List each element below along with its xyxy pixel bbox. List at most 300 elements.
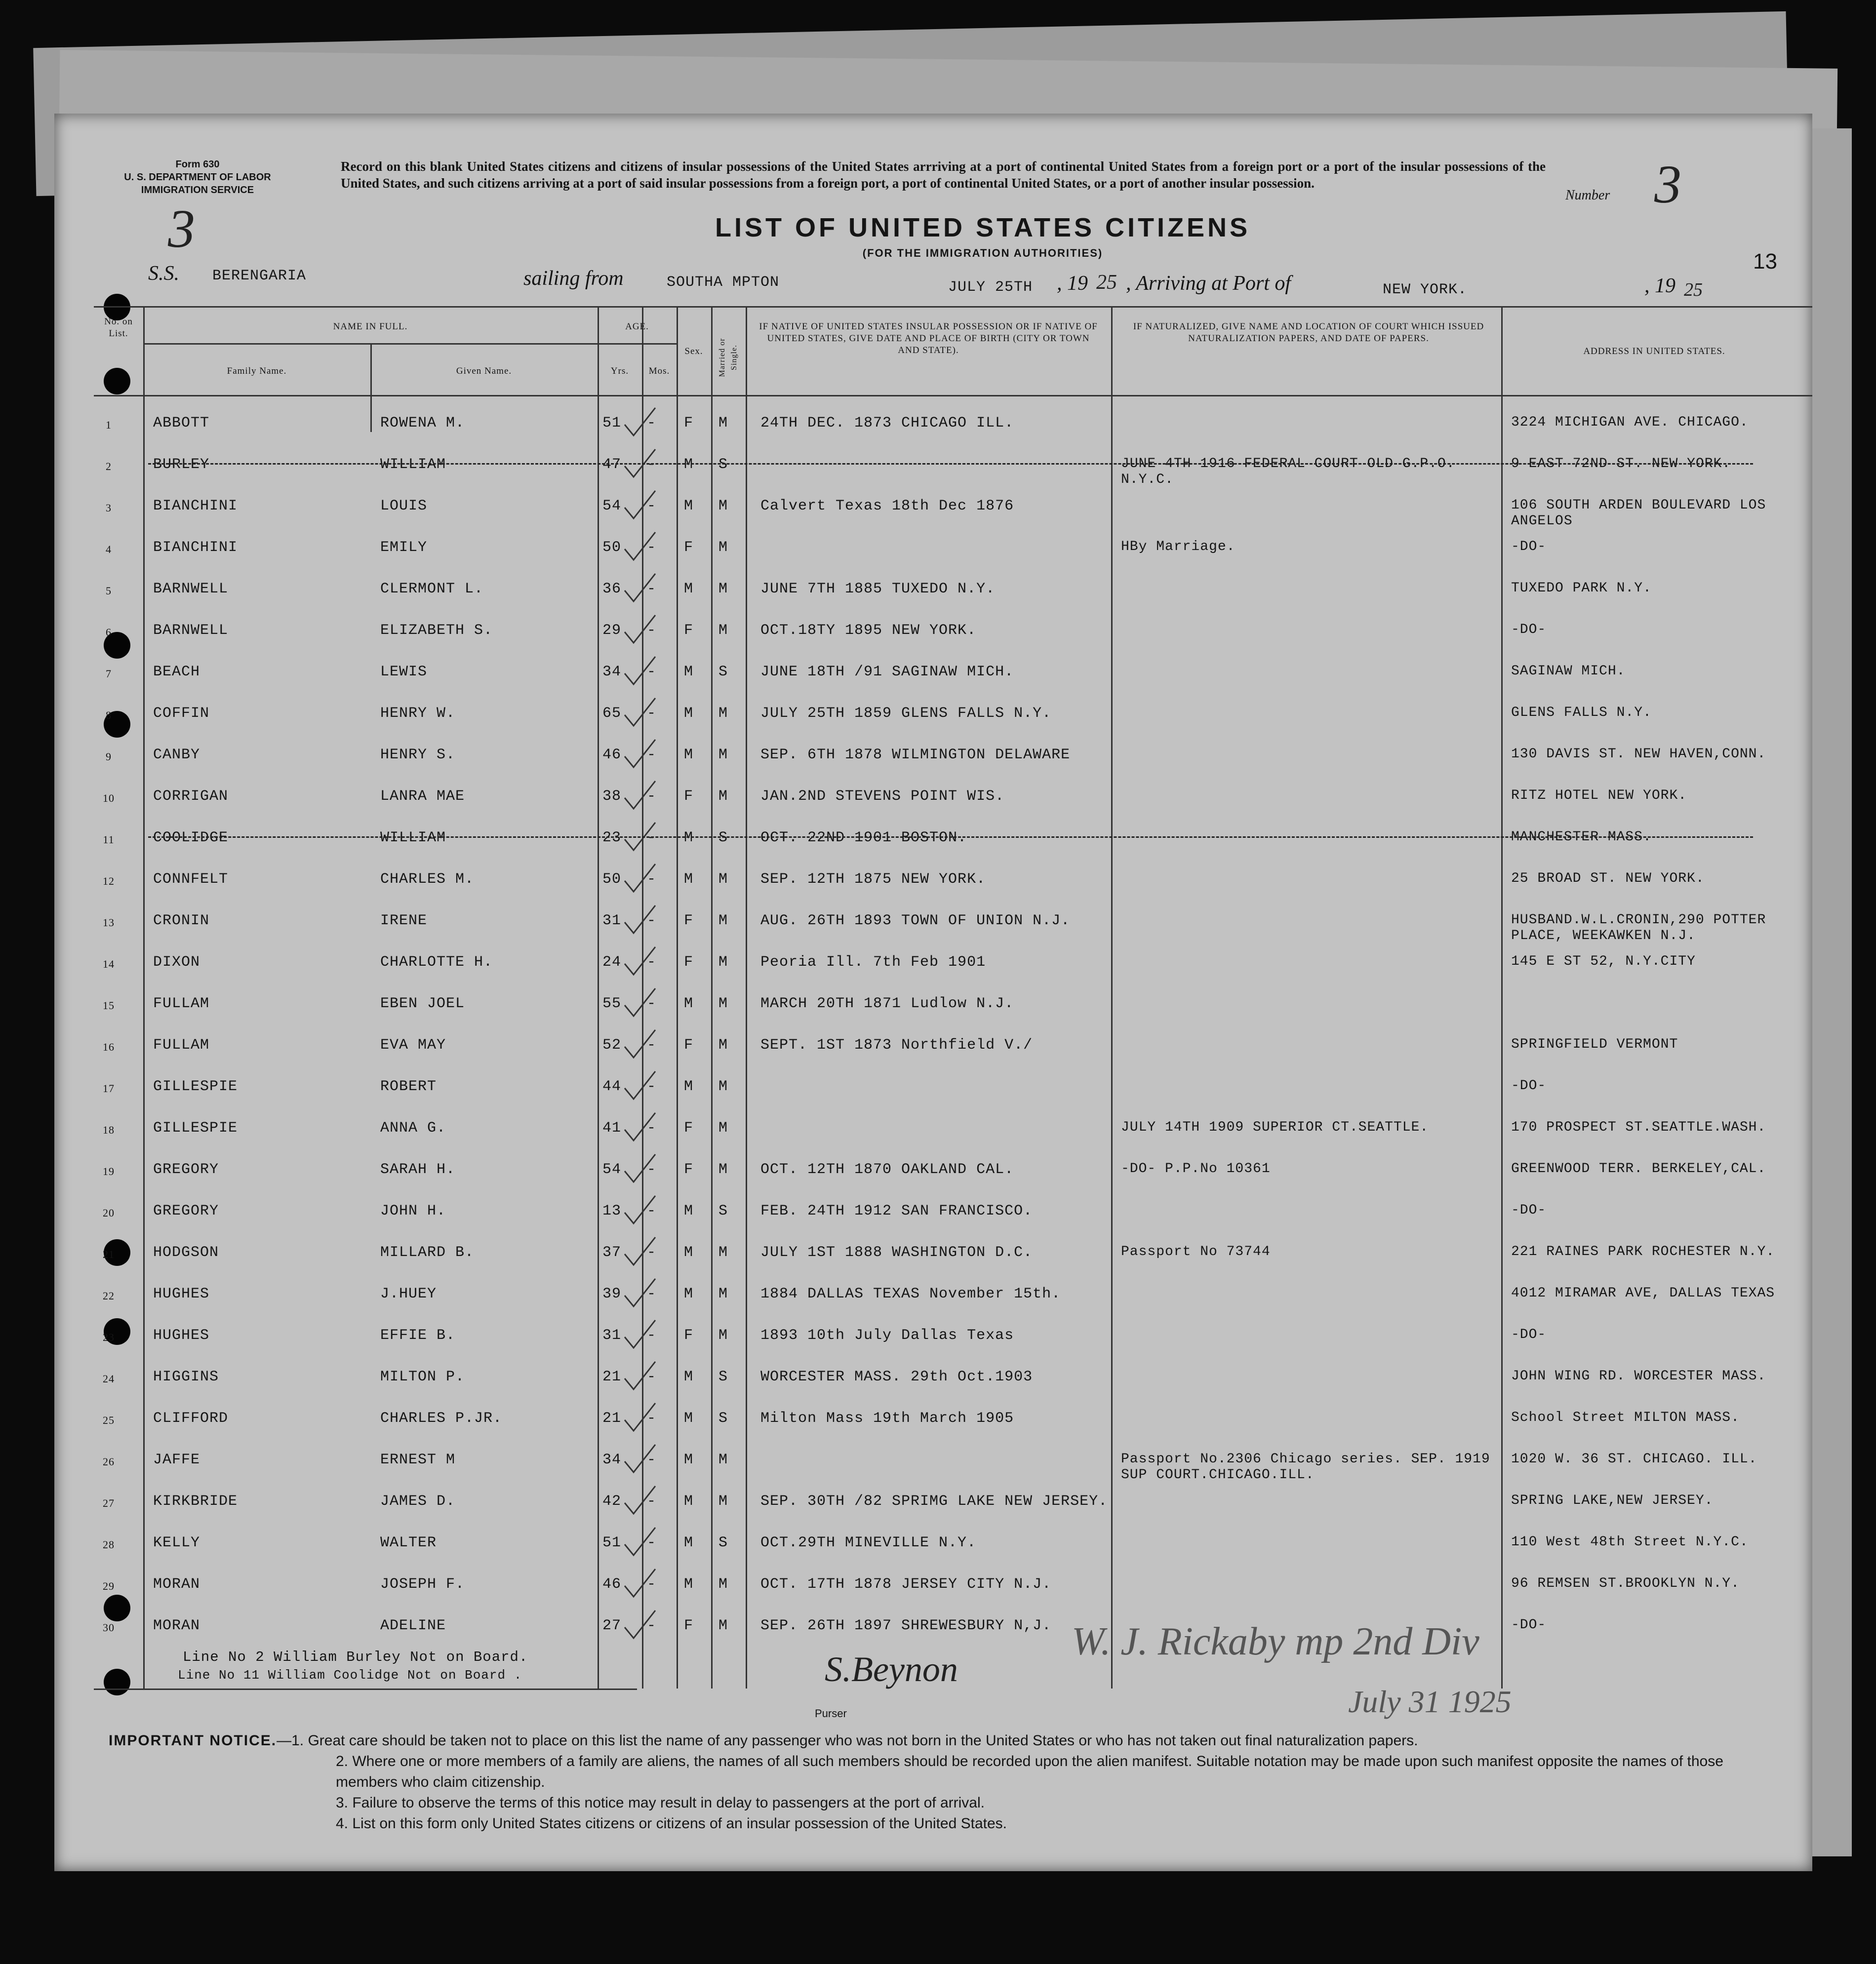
col-header-mos: Mos. <box>648 366 670 376</box>
cell-sex: M <box>684 1203 694 1219</box>
cell-birth: JAN.2ND STEVENS POINT WIS. <box>760 788 1005 805</box>
cell-ms: M <box>718 1327 728 1344</box>
check-mark-icon <box>620 695 659 730</box>
number-label: Number <box>1565 188 1610 203</box>
cell-yrs: 51 <box>602 1534 622 1551</box>
cell-no: 5 <box>106 585 112 597</box>
cell-no: 3 <box>106 502 112 514</box>
cell-birth: OCT. 22ND 1901 BOSTON. <box>760 829 967 846</box>
cell-sex: M <box>684 705 694 722</box>
cell-sex: M <box>684 1452 694 1468</box>
cell-sex: M <box>684 746 694 763</box>
sailing-label: sailing from <box>523 267 624 290</box>
cell-sex: F <box>684 1327 694 1344</box>
cell-ms: S <box>718 829 728 846</box>
col-header-address: ADDRESS IN UNITED STATES. <box>1583 346 1725 356</box>
cell-yrs: 34 <box>602 664 622 680</box>
table-row <box>94 1364 1812 1405</box>
cell-yrs: 46 <box>602 746 622 763</box>
col-header-family: Family Name. <box>227 366 287 376</box>
check-mark-icon <box>620 405 659 439</box>
cell-ms: S <box>718 1534 728 1551</box>
col-header-birth: IF NATIVE OF UNITED STATES INSULAR POSSESSION OR IF NATIVE OF UNITED STATES, GIVE DATE AND PLACE OF BIRTH (CITY OR TOWN AND STATE). <box>759 321 1098 355</box>
table-row <box>94 617 1812 659</box>
cell-yrs: 41 <box>602 1120 622 1137</box>
cell-family: HUGHES <box>153 1327 210 1344</box>
cell-yrs: 21 <box>602 1410 622 1427</box>
cell-birth: SEP. 6TH 1878 WILMINGTON DELAWARE <box>760 746 1071 763</box>
document-subtitle: (FOR THE IMMIGRATION AUTHORITIES) <box>862 247 1103 259</box>
check-mark-icon <box>620 985 659 1020</box>
cell-sex: M <box>684 1244 694 1261</box>
table-row <box>94 1530 1812 1571</box>
cell-birth: Calvert Texas 18th Dec 1876 <box>760 498 1014 514</box>
remark-line-2: Line No 11 William Coolidge Not on Board . <box>178 1668 522 1683</box>
cell-given: MILTON P. <box>380 1369 465 1385</box>
check-mark-icon <box>620 1608 659 1642</box>
cell-addr: 106 SOUTH ARDEN BOULEVARD LOS ANGELOS <box>1511 498 1766 529</box>
cell-given: JOSEPH F. <box>380 1576 465 1593</box>
table-bottom-rule <box>94 1689 637 1690</box>
check-mark-icon <box>620 1483 659 1518</box>
passenger-table <box>94 306 1812 1689</box>
cell-no: 14 <box>103 958 115 970</box>
cell-sex: M <box>684 1286 694 1302</box>
cell-ms: M <box>718 581 728 597</box>
cell-mos: - <box>647 1078 657 1095</box>
cell-birth: OCT. 12TH 1870 OAKLAND CAL. <box>760 1161 1014 1178</box>
table-row <box>94 1447 1812 1488</box>
cell-mos: - <box>647 995 657 1012</box>
cell-birth: JULY 1ST 1888 WASHINGTON D.C. <box>760 1244 1033 1261</box>
cell-yrs: 52 <box>602 1037 622 1054</box>
check-mark-icon <box>620 1400 659 1435</box>
cell-family: HIGGINS <box>153 1369 219 1385</box>
cell-given: WALTER <box>380 1534 437 1551</box>
cell-ms: M <box>718 622 728 639</box>
cell-no: 25 <box>103 1414 115 1426</box>
cell-birth: JULY 25TH 1859 GLENS FALLS N.Y. <box>760 705 1052 722</box>
cell-yrs: 65 <box>602 705 622 722</box>
cell-family: MORAN <box>153 1617 200 1634</box>
cell-no: 4 <box>106 543 112 555</box>
cell-no: 7 <box>106 668 112 680</box>
col-header-sex: Sex. <box>684 346 703 356</box>
cell-no: 12 <box>103 875 115 887</box>
cell-addr: 96 REMSEN ST.BROOKLYN N.Y. <box>1511 1576 1740 1591</box>
cell-no: 11 <box>103 833 115 846</box>
notice-item-3: 3. Failure to observe the terms of this notice may result in delay to passengers at the port of arrival. <box>336 1795 985 1811</box>
age-header-rule <box>598 343 677 345</box>
inspector-note: W. J. Rickaby mp 2nd Div <box>1072 1620 1479 1663</box>
ss-label: S.S. <box>148 262 179 285</box>
cell-mos: - <box>647 622 657 639</box>
cell-no: 6 <box>106 626 112 638</box>
sailing-date: JULY 25TH <box>948 279 1033 296</box>
col-header-yrs: Yrs. <box>610 366 629 376</box>
table-row <box>94 783 1812 825</box>
cell-ms: M <box>718 746 728 763</box>
cell-yrs: 38 <box>602 788 622 805</box>
cell-birth: SEP. 26TH 1897 SHREWESBURY N,J. <box>760 1617 1052 1634</box>
cell-addr: TUXEDO PARK N.Y. <box>1511 581 1652 596</box>
check-mark-icon <box>620 1276 659 1310</box>
cell-family: ABBOTT <box>153 415 210 432</box>
cell-given: EVA MAY <box>380 1037 446 1054</box>
cell-birth: Peoria Ill. 7th Feb 1901 <box>760 954 986 971</box>
check-mark-icon <box>620 529 659 564</box>
cell-yrs: 39 <box>602 1286 622 1302</box>
cell-mos: - <box>647 788 657 805</box>
cell-addr: -DO- <box>1511 1203 1547 1218</box>
cell-birth: 1893 10th July Dallas Texas <box>760 1327 1014 1344</box>
cell-family: GREGORY <box>153 1161 219 1178</box>
notice-item-4: 4. List on this form only United States citizens or citizens of an insular possession of the United States. <box>336 1815 1007 1832</box>
cell-mos: - <box>647 539 657 556</box>
cell-addr: GREENWOOD TERR. BERKELEY,CAL. <box>1511 1161 1766 1177</box>
cell-given: ANNA G. <box>380 1120 446 1137</box>
ship-name: BERENGARIA <box>212 268 307 284</box>
cell-sex: F <box>684 1161 694 1178</box>
cell-addr: 3224 MICHIGAN AVE. CHICAGO. <box>1511 415 1749 430</box>
notice-item-1: IMPORTANT NOTICE.—1. Great care should be taken not to place on this list the name of any passenger who was not born in the United States or who has not taken out final naturalization papers. <box>109 1732 1418 1749</box>
cell-ms: M <box>718 498 728 514</box>
cell-family: FULLAM <box>153 995 210 1012</box>
cell-ms: M <box>718 705 728 722</box>
cell-no: 27 <box>103 1497 115 1509</box>
col-header-no: No. on List. <box>104 316 133 339</box>
cell-no: 28 <box>103 1538 115 1551</box>
cell-given: ADELINE <box>380 1617 446 1634</box>
cell-ms: M <box>718 995 728 1012</box>
cell-sex: M <box>684 498 694 514</box>
cell-sex: M <box>684 829 694 846</box>
cell-no: 23 <box>103 1331 115 1343</box>
cell-mos: - <box>647 1120 657 1137</box>
cell-family: BIANCHINI <box>153 498 238 514</box>
cell-sex: F <box>684 1617 694 1634</box>
cell-yrs: 47 <box>602 456 622 473</box>
cell-mos: - <box>647 1203 657 1219</box>
cell-addr: -DO- <box>1511 1327 1547 1342</box>
cell-family: DIXON <box>153 954 200 971</box>
cell-yrs: 50 <box>602 539 622 556</box>
cell-no: 10 <box>103 792 115 804</box>
cell-ms: M <box>718 539 728 556</box>
table-row <box>94 1488 1812 1530</box>
cell-addr: -DO- <box>1511 539 1547 554</box>
cell-mos: - <box>647 912 657 929</box>
cell-no: 15 <box>103 999 115 1012</box>
cell-ms: S <box>718 1369 728 1385</box>
number-value: 3 <box>1654 154 1681 214</box>
check-mark-icon <box>620 654 659 688</box>
cell-addr: SPRING LAKE,NEW JERSEY. <box>1511 1493 1714 1508</box>
check-mark-icon <box>620 1151 659 1186</box>
cell-addr: 4012 MIRAMAR AVE, DALLAS TEXAS <box>1511 1286 1775 1301</box>
cell-given: LOUIS <box>380 498 428 514</box>
cell-yrs: 44 <box>602 1078 622 1095</box>
cell-sex: M <box>684 1493 694 1510</box>
cell-given: WILLIAM <box>380 829 446 846</box>
cell-no: 21 <box>103 1248 115 1260</box>
strike-line-2 <box>148 463 1753 465</box>
cell-yrs: 50 <box>602 871 622 888</box>
handwritten-list-number: 3 <box>168 198 195 259</box>
cell-birth: SEPT. 1ST 1873 Northfield V./ <box>760 1037 1033 1054</box>
table-row <box>94 1115 1812 1156</box>
cell-mos: - <box>647 664 657 680</box>
cell-family: FULLAM <box>153 1037 210 1054</box>
cell-birth: FEB. 24TH 1912 SAN FRANCISCO. <box>760 1203 1033 1219</box>
table-row <box>94 1322 1812 1364</box>
cell-yrs: 31 <box>602 1327 622 1344</box>
table-row <box>94 700 1812 742</box>
cell-mos: - <box>647 415 657 432</box>
cell-no: 17 <box>103 1082 115 1095</box>
table-row <box>94 1032 1812 1073</box>
cell-mos: - <box>647 1617 657 1634</box>
cell-no: 29 <box>103 1580 115 1592</box>
table-row <box>94 1571 1812 1612</box>
cell-given: CHARLOTTE H. <box>380 954 493 971</box>
cell-no: 16 <box>103 1041 115 1053</box>
cell-mos: - <box>647 1286 657 1302</box>
cell-birth: Milton Mass 19th March 1905 <box>760 1410 1014 1427</box>
check-mark-icon <box>620 612 659 647</box>
col-header-given: Given Name. <box>456 366 512 376</box>
check-mark-icon <box>620 1234 659 1269</box>
cell-birth: SEP. 30TH /82 SPRIMG LAKE NEW JERSEY. <box>760 1493 1108 1510</box>
cell-given: ELIZABETH S. <box>380 622 493 639</box>
table-row <box>94 1073 1812 1115</box>
check-mark-icon <box>620 1068 659 1103</box>
check-mark-icon <box>620 488 659 522</box>
table-row <box>94 1281 1812 1322</box>
cell-sex: M <box>684 1078 694 1095</box>
table-row <box>94 1239 1812 1281</box>
cell-addr: RITZ HOTEL NEW YORK. <box>1511 788 1687 803</box>
cell-family: CORRIGAN <box>153 788 229 805</box>
cell-ms: M <box>718 1452 728 1468</box>
cell-mos: - <box>647 954 657 971</box>
cell-given: EMILY <box>380 539 428 556</box>
cell-sex: M <box>684 995 694 1012</box>
cell-sex: M <box>684 456 694 473</box>
cell-yrs: 27 <box>602 1617 622 1634</box>
cell-sex: M <box>684 1576 694 1593</box>
cell-sex: F <box>684 539 694 556</box>
cell-family: CONNFELT <box>153 871 229 888</box>
cell-family: BEACH <box>153 664 200 680</box>
cell-addr: 110 West 48th Street N.Y.C. <box>1511 1534 1749 1550</box>
cell-ms: S <box>718 456 728 473</box>
cell-yrs: 13 <box>602 1203 622 1219</box>
notice-item-2: 2. Where one or more members of a family are aliens, the names of all such members should be recorded upon the alien manifest. Suitable notation may be made upon such manifest opposite the names of those members who claim citizenship. <box>336 1753 1723 1790</box>
cell-family: GILLESPIE <box>153 1078 238 1095</box>
check-mark-icon <box>620 1359 659 1393</box>
table-row <box>94 534 1812 576</box>
cell-addr: SAGINAW MICH. <box>1511 664 1626 679</box>
cell-family: HUGHES <box>153 1286 210 1302</box>
table-row <box>94 659 1812 700</box>
cell-mos: - <box>647 1327 657 1344</box>
cell-family: GILLESPIE <box>153 1120 238 1137</box>
cell-given: IRENE <box>380 912 428 929</box>
check-mark-icon <box>620 944 659 979</box>
cell-sex: F <box>684 954 694 971</box>
cell-birth: OCT.18TY 1895 NEW YORK. <box>760 622 977 639</box>
cell-given: J.HUEY <box>380 1286 437 1302</box>
cell-mos: - <box>647 456 657 473</box>
cell-mos: - <box>647 1244 657 1261</box>
check-mark-icon <box>620 1110 659 1144</box>
cell-yrs: 23 <box>602 829 622 846</box>
table-row <box>94 990 1812 1032</box>
purser-signature: S.Beynon <box>825 1650 958 1689</box>
table-row <box>94 493 1812 534</box>
check-mark-icon <box>620 1442 659 1476</box>
document-title: LIST OF UNITED STATES CITIZENS <box>715 213 1250 242</box>
cell-addr: MANCHESTER MASS. <box>1511 829 1652 845</box>
cell-mos: - <box>647 1161 657 1178</box>
table-row <box>94 1156 1812 1198</box>
cell-ms: M <box>718 1120 728 1137</box>
cell-ms: S <box>718 1203 728 1219</box>
cell-nat: Passport No 73744 <box>1121 1244 1271 1259</box>
cell-addr: -DO- <box>1511 622 1547 637</box>
cell-birth: AUG. 26TH 1893 TOWN OF UNION N.J. <box>760 912 1071 929</box>
check-mark-icon <box>620 571 659 605</box>
cell-no: 18 <box>103 1124 115 1136</box>
cell-nat: JUNE 4TH 1916 FEDERAL COURT OLD G.P.O. N.Y.C. <box>1121 456 1455 487</box>
cell-ms: M <box>718 912 728 929</box>
cell-yrs: 54 <box>602 498 622 514</box>
cell-ms: M <box>718 954 728 971</box>
cell-mos: - <box>647 746 657 763</box>
cell-yrs: 34 <box>602 1452 622 1468</box>
cell-birth: SEP. 12TH 1875 NEW YORK. <box>760 871 986 888</box>
cell-given: HENRY S. <box>380 746 456 763</box>
check-mark-icon <box>620 903 659 937</box>
cell-addr: SPRINGFIELD VERMONT <box>1511 1037 1678 1052</box>
cell-ms: M <box>718 1493 728 1510</box>
check-mark-icon <box>620 1566 659 1601</box>
check-mark-icon <box>620 1525 659 1559</box>
cell-sex: M <box>684 664 694 680</box>
page-number: 13 <box>1753 249 1777 274</box>
cell-yrs: 31 <box>602 912 622 929</box>
cell-family: HODGSON <box>153 1244 219 1261</box>
cell-birth: 1884 DALLAS TEXAS November 15th. <box>760 1286 1061 1302</box>
department-name: U. S. DEPARTMENT OF LABOR <box>124 172 271 183</box>
cell-nat: JULY 14TH 1909 SUPERIOR CT.SEATTLE. <box>1121 1120 1429 1135</box>
cell-yrs: 36 <box>602 581 622 597</box>
cell-given: CHARLES P.JR. <box>380 1410 503 1427</box>
cell-addr: 130 DAVIS ST. NEW HAVEN,CONN. <box>1511 746 1766 762</box>
cell-family: BARNWELL <box>153 622 229 639</box>
cell-no: 9 <box>106 750 112 763</box>
check-mark-icon <box>620 861 659 896</box>
col-header-naturalized: IF NATURALIZED, GIVE NAME AND LOCATION OF COURT WHICH ISSUED NATURALIZATION PAPERS, AND DATE OF PAPERS. <box>1133 321 1484 344</box>
cell-mos: - <box>647 1037 657 1054</box>
form-number: Form 630 <box>175 159 220 170</box>
cell-family: COFFIN <box>153 705 210 722</box>
cell-addr: HUSBAND.W.L.CRONIN,290 POTTER PLACE, WEEKAWKEN N.J. <box>1511 912 1766 943</box>
cell-yrs: 46 <box>602 1576 622 1593</box>
cell-addr: -DO- <box>1511 1617 1547 1633</box>
cell-no: 20 <box>103 1207 115 1219</box>
cell-no: 26 <box>103 1455 115 1468</box>
cell-family: BURLEY <box>153 456 210 473</box>
cell-family: JAFFE <box>153 1452 200 1468</box>
table-row <box>94 1198 1812 1239</box>
table-row <box>94 742 1812 783</box>
cell-ms: S <box>718 1410 728 1427</box>
check-mark-icon <box>620 1027 659 1061</box>
table-row <box>94 949 1812 990</box>
cell-family: BARNWELL <box>153 581 229 597</box>
manifest-sheet <box>54 114 1812 1871</box>
cell-given: SARAH H. <box>380 1161 456 1178</box>
cell-addr: 221 RAINES PARK ROCHESTER N.Y. <box>1511 1244 1775 1259</box>
from-port: SOUTHA MPTON <box>667 274 780 291</box>
cell-ms: M <box>718 1576 728 1593</box>
cell-nat: -DO- P.P.No 10361 <box>1121 1161 1271 1177</box>
arrival-year: 25 <box>1684 279 1703 300</box>
cell-ms: M <box>718 788 728 805</box>
form-identifier <box>94 158 301 196</box>
cell-family: GREGORY <box>153 1203 219 1219</box>
cell-no: 2 <box>106 460 112 472</box>
cell-sex: M <box>684 1534 694 1551</box>
check-mark-icon <box>620 737 659 771</box>
cell-no: 22 <box>103 1290 115 1302</box>
notice-label: IMPORTANT NOTICE. <box>109 1732 277 1749</box>
cell-family: KIRKBRIDE <box>153 1493 238 1510</box>
cell-no: 13 <box>103 916 115 929</box>
table-top-rule <box>94 306 1812 308</box>
arrival-year-label: , 19 <box>1644 275 1676 297</box>
table-row <box>94 410 1812 451</box>
cell-given: EFFIE B. <box>380 1327 456 1344</box>
cell-family: MORAN <box>153 1576 200 1593</box>
col-header-married: Married or Single. <box>718 338 738 377</box>
remark-line-1: Line No 2 William Burley Not on Board. <box>183 1649 528 1665</box>
cell-given: JAMES D. <box>380 1493 456 1510</box>
table-row <box>94 825 1812 866</box>
table-row <box>94 907 1812 949</box>
service-name: IMMIGRATION SERVICE <box>141 185 254 196</box>
cell-given: CLERMONT L. <box>380 581 484 597</box>
cell-no: 1 <box>106 419 112 431</box>
cell-birth: OCT. 17TH 1878 JERSEY CITY N.J. <box>760 1576 1052 1593</box>
cell-yrs: 29 <box>602 622 622 639</box>
cell-ms: M <box>718 871 728 888</box>
sailing-year: 25 <box>1096 271 1117 294</box>
table-row <box>94 451 1812 493</box>
table-row <box>94 576 1812 617</box>
table-row <box>94 1612 1812 1654</box>
cell-no: 19 <box>103 1165 115 1178</box>
sailing-year-label: , 19 <box>1057 272 1088 295</box>
cell-yrs: 21 <box>602 1369 622 1385</box>
cell-addr: 1020 W. 36 ST. CHICAGO. ILL. <box>1511 1452 1757 1467</box>
cell-family: CLIFFORD <box>153 1410 229 1427</box>
cell-sex: F <box>684 1120 694 1137</box>
cell-birth: MARCH 20TH 1871 Ludlow N.J. <box>760 995 1014 1012</box>
cell-mos: - <box>647 581 657 597</box>
